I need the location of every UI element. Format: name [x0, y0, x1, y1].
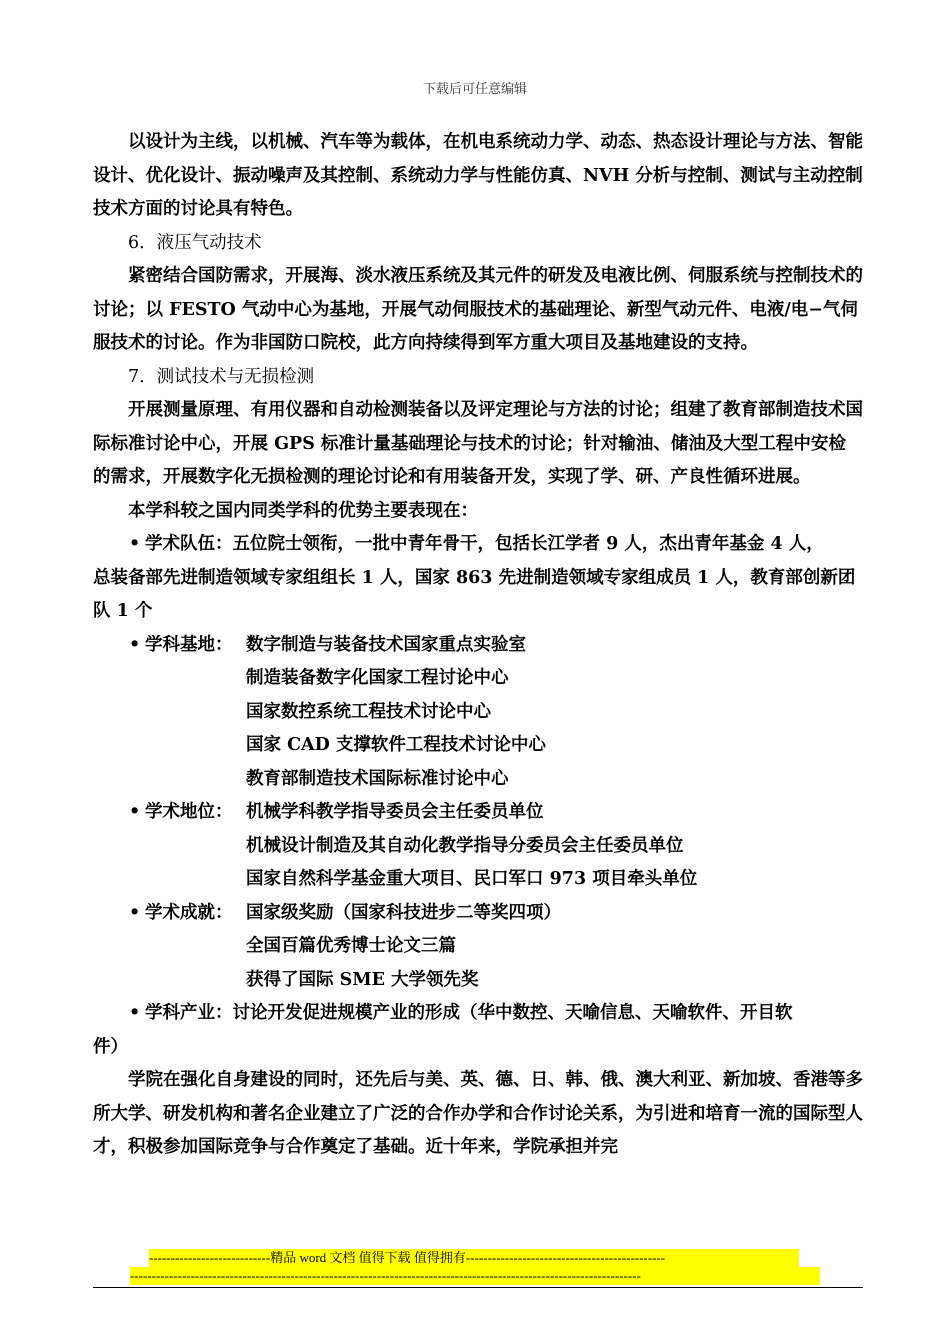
- academic-achievement-item: 获得了国际 SME 大学领先奖: [246, 969, 479, 990]
- academic-status-item: 国家自然科学基金重大项目、民口军口 973 项目牵头单位: [246, 869, 698, 889]
- bullet-academic-team: [93, 528, 863, 629]
- heading-testing: 7．测试技术与无损检测: [128, 366, 315, 387]
- academic-achievement-item: 国家级奖励（国家科技进步二等奖四项）: [246, 902, 561, 923]
- footer-banner-line2: ----------------------------------------------------------------------------------------------------------------------: [130, 1267, 820, 1285]
- discipline-industry-line1: 学科产业：讨论开发促进规模产业的形成（华中数控、天喻信息、天喻软件、开目软: [145, 1003, 793, 1023]
- discipline-base-item: 数字制造与装备技术国家重点实验室: [246, 634, 526, 655]
- academic-team-line2: 总装备部先进制造领域专家组组长 1 人，国家 863 先进制造领域专家组成员 1 人，教育部创新团队 1 个: [93, 567, 856, 621]
- bullet-discipline-base: [93, 629, 863, 797]
- paragraph-cooperation: 学院在强化自身建设的同时，还先后与美、英、德、日、韩、俄、澳大利亚、新加坡、香港等多所大学、研发机构和著名企业建立了广泛的合作办学和合作讨论关系，为引进和培育一流的国际型人才，积极参加国际竞争与合作奠定了基础。近十年来，学院承担并完: [93, 1070, 863, 1157]
- academic-status-item: 机械学科教学指导委员会主任委员单位: [246, 802, 544, 822]
- document-body: [93, 126, 863, 1165]
- academic-status-item: 机械设计制造及其自动化教学指导分委员会主任委员单位: [246, 835, 684, 856]
- discipline-base-item: 教育部制造技术国际标准讨论中心: [246, 768, 509, 789]
- academic-achievement-item: 全国百篇优秀博士论文三篇: [246, 936, 456, 956]
- bullet-dot: •: [129, 1003, 141, 1023]
- academic-achievement-label: 学术成就：: [145, 902, 233, 923]
- bullet-dot: •: [129, 902, 141, 923]
- heading-hydraulic: 6．液压气动技术: [128, 232, 262, 253]
- discipline-base-item: 制造装备数字化国家工程讨论中心: [246, 668, 509, 688]
- page-header: 下载后可任意编辑: [422, 82, 527, 97]
- footer-banner: [130, 1249, 820, 1285]
- bullet-discipline-industry: [93, 997, 863, 1064]
- paragraph-testing: 开展测量原理、有用仪器和自动检测装备以及评定理论与方法的讨论；组建了教育部制造技术国际标准讨论中心，开展 GPS 标准计量基础理论与技术的讨论；针对输油、储油及大型工程中安检的需求，开展数字化无损检测的理论讨论和有用装备开发，实现了学、研、产良性循环进展。: [93, 400, 863, 487]
- paragraph-hydraulic: 紧密结合国防需求，开展海、淡水液压系统及其元件的研发及电液比例、伺服系统与控制技术的讨论；以 FESTO 气动中心为基地，开展气动伺服技术的基础理论、新型气动元件、电液/电−气伺服技术的讨论。作为非国防口院校，此方向持续得到军方重大项目及基地建设的支持。: [93, 266, 863, 353]
- academic-status-label: 学术地位：: [145, 802, 233, 822]
- bullet-academic-achievement: [93, 897, 863, 998]
- bullet-dot: •: [129, 534, 141, 554]
- discipline-base-item: 国家 CAD 支撑软件工程技术讨论中心: [246, 735, 546, 755]
- paragraph-advantages-intro: 本学科较之国内同类学科的优势主要表现在：: [128, 500, 478, 521]
- discipline-base-label: 学科基地：: [145, 634, 233, 655]
- paragraph-design: 以设计为主线，以机械、汽车等为载体，在机电系统动力学、动态、热态设计理论与方法、智能设计、优化设计、振动噪声及其控制、系统动力学与性能仿真、NVH 分析与控制、测试与主动控制技术方面的讨论具有特色。: [93, 132, 863, 219]
- bullet-academic-status: [93, 796, 863, 897]
- footer-banner-line1: ----------------------------精品 word 文档 值得下载 值得拥有----------------------------------------------: [149, 1249, 799, 1267]
- discipline-base-item: 国家数控系统工程技术讨论中心: [246, 701, 491, 722]
- footer-divider: [93, 1287, 863, 1288]
- bullet-dot: •: [129, 802, 141, 822]
- discipline-industry-line2: 件）: [93, 1036, 128, 1057]
- bullet-dot: •: [129, 634, 141, 655]
- academic-team-line1: 学术队伍：五位院士领衔，一批中青年骨干，包括长江学者 9 人，杰出青年基金 4 人，: [145, 534, 824, 554]
